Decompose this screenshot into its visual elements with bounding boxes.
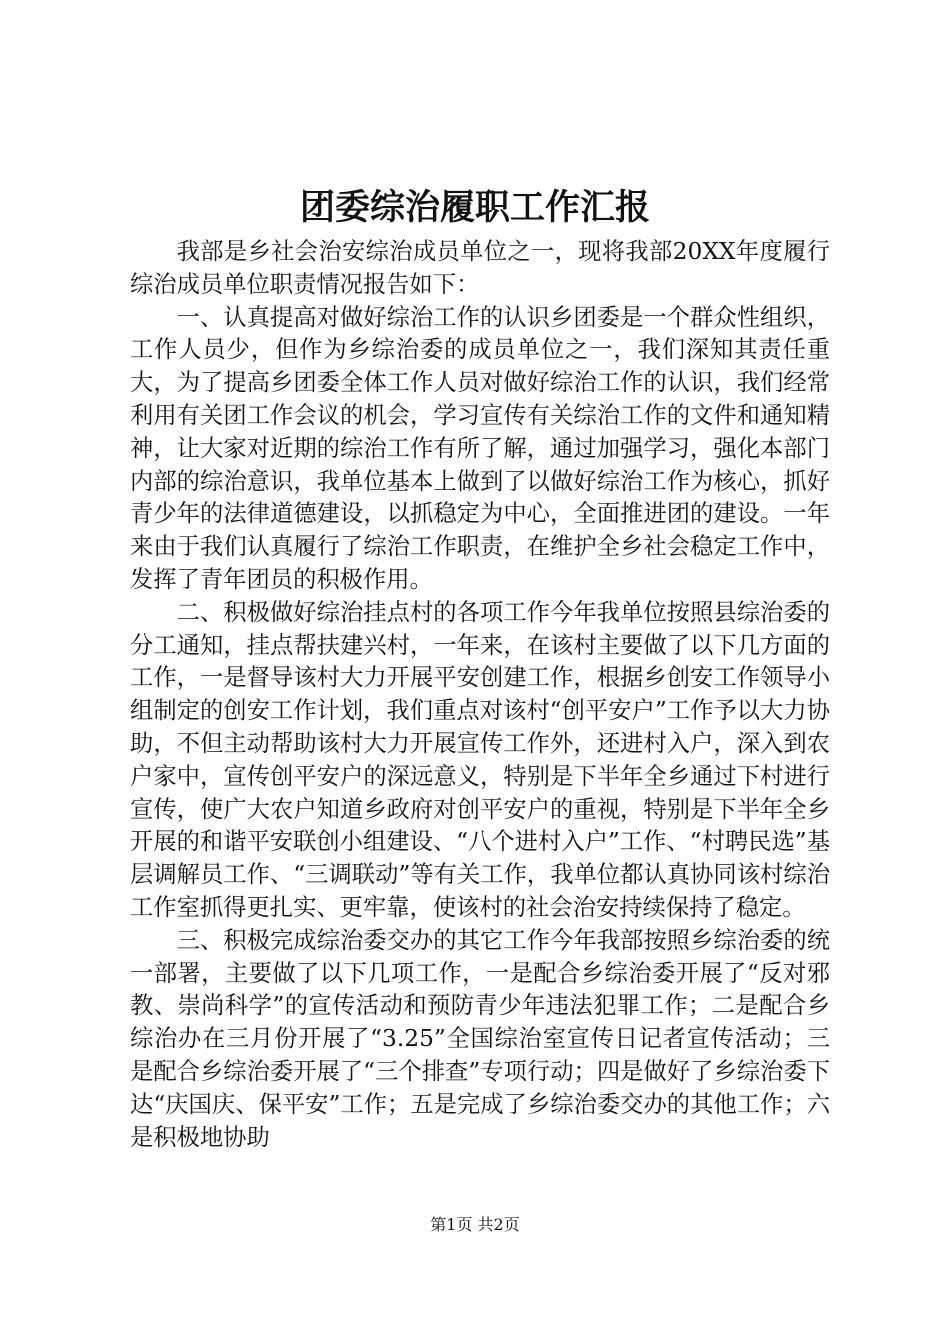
page-number-footer: 第1页 共2页 bbox=[430, 1215, 520, 1234]
paragraph-section-three: 三、积极完成综治委交办的其它工作今年我部按照乡综治委的统一部署，主要做了以下几项工作，一是配合乡综治委开展了“反对邪教、崇尚科学”的宣传活动和预防青少年违法犯罪工作；二是配合乡综治办在三月份开展了“3.25”全国综治室宣传日记者宣传活动；三是配合乡综治委开展了“三个排查”专项行动；四是做好了乡综治委下达“庆国庆、保平安”工作；五是完成了乡综治委交办的其他工作；六是积极地协助 bbox=[130, 926, 830, 1151]
document-title: 团委综治履职工作汇报 bbox=[299, 187, 650, 228]
paragraph-section-one: 一、认真提高对做好综治工作的认识乡团委是一个群众性组织，工作人员少，但作为乡综治委的成员单位之一，我们深知其责任重大，为了提高乡团委全体工作人员对做好综治工作的认识，我们经常利用有关团工作会议的机会，学习宣传有关综治工作的文件和通知精神，让大家对近期的综治工作有所了解，通过加强学习，强化本部门内部的综治意识，我单位基本上做到了以做好综治工作为核心，抓好青少年的法律道德建设，以抓稳定为中心，全面推进团的建设。一年来由于我们认真履行了综治工作职责，在维护全乡社会稳定工作中，发挥了青年团员的积极作用。 bbox=[130, 303, 830, 593]
document-body bbox=[130, 236, 830, 1154]
paragraph-section-two: 二、积极做好综治挂点村的各项工作今年我单位按照县综治委的分工通知，挂点帮扶建兴村，一年来，在该村主要做了以下几方面的工作，一是督导该村大力开展平安创建工作，根据乡创安工作领导小组制定的创安工作计划，我们重点对该村“创平安户”工作予以大力协助，不但主动帮助该村大力开展宣传工作外，还进村入户，深入到农户家中，宣传创平安户的深远意义，特别是下半年全乡通过下村进行宣传，使广大农户知道乡政府对创平安户的重视，特别是下半年全乡开展的和谐平安联创小组建设、“八个进村入户”工作、“村聘民选”基层调解员工作、“三调联动”等有关工作，我单位都认真协同该村综治工作室抓得更扎实、更牢靠，使该村的社会治安持续保持了稳定。 bbox=[130, 598, 830, 921]
paragraph-intro: 我部是乡社会治安综治成员单位之一，现将我部20XX年度履行综治成员单位职责情况报告如下： bbox=[130, 238, 830, 298]
